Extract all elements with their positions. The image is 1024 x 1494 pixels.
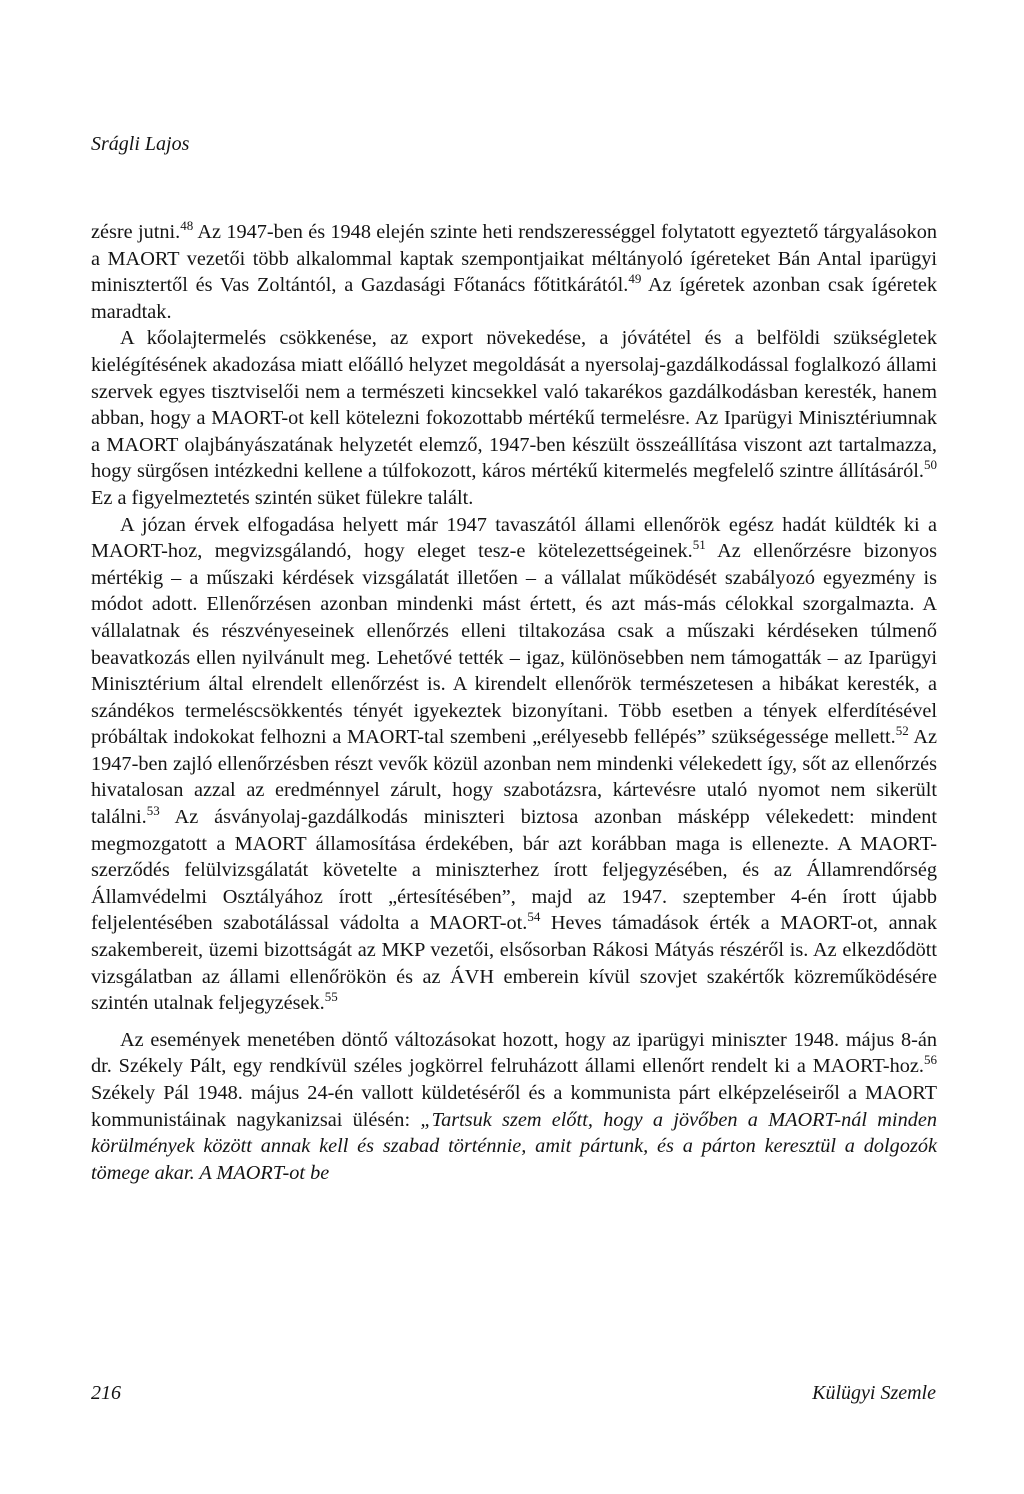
footnote-ref-54[interactable]: 54 <box>527 909 541 925</box>
paragraph-2-text-2: Ez a figyelmeztetés szintén süket fülekre talált. <box>91 486 474 509</box>
footnote-ref-50[interactable]: 50 <box>924 457 937 473</box>
footnote-ref-51[interactable]: 51 <box>692 537 706 553</box>
running-head-author: Srágli Lajos <box>91 133 190 155</box>
journal-title: Külügyi Szemle <box>812 1382 936 1404</box>
paragraph-3-text-3: Az 1947-ben zajló ellenőrzésben részt vevők közül azonban nem mindenki vélekedett így, sőt az ellenőrzés hivatalosan azzal az eredménnyel zárult, hogy szabotázsra, kártevésre utaló nyomot nem sikerült találni. <box>91 726 937 829</box>
body-text <box>91 219 937 1186</box>
paragraph-1-text-3: Az ígéretek azonban csak ígéretek maradtak. <box>91 274 937 323</box>
paragraph-4-text-1: Az események menetében döntő változásokat hozott, hogy az iparügyi miniszter 1948. május 8-án dr. Székely Pált, egy rendkívül széles jogkörrel felruházott állami ellenőrt rendelt ki a MAORT-hoz. <box>91 1028 937 1078</box>
paragraph-1-text-1: zésre jutni. <box>91 221 181 243</box>
quotation: „Tartsuk szem előtt, hogy a jövőben a MAORT-nál minden körülmények között annak kell és szabad történnie, amit pártunk, és a párton keresztül a dolgozók tömege akar. A MAORT-ot be <box>91 1108 937 1184</box>
footnote-ref-52[interactable]: 52 <box>895 723 909 739</box>
paragraph-2 <box>91 325 937 511</box>
footnote-ref-53[interactable]: 53 <box>146 803 160 819</box>
paragraph-1 <box>91 219 937 325</box>
paragraph-1-text-2: Az 1947-ben és 1948 elején szinte heti rendszerességgel folytatott egyeztető tárgyalásokon a MAORT vezetői több alkalommal kaptak szempontjaikat méltányoló ígéreteket Bán Antal iparügyi minisztertől és Vas Zoltántól, a Gazdasági Főtanács főtitkárától. <box>91 221 937 297</box>
paragraph-3-text-4: Az ásványolaj-gazdálkodás miniszteri biztosa azonban másképp vélekedett: mindent megmozgatott a MAORT államosítása érdekében, bár azt korábban maga is ellenezte. A MAORT-szerződés felülvizsgálatát követelte a miniszterhez írott feljegyzésében, és az Államrendőrség Államvédelmi Osztályához írott „értesítésében”, majd az 1947. szeptember 4-én írott újabb feljelentésében szabotálással vádolta a MAORT-ot. <box>91 806 937 935</box>
paragraph-3-text-1: A józan érvek elfogadása helyett már 1947 tavaszától állami ellenőrök egész hadát küldték ki a MAORT-hoz, megvizsgálandó, hogy eleget tesz-e kötelezettségeinek. <box>91 513 937 563</box>
paragraph-4-text-2: Székely Pál 1948. május 24-én vallott küldetéséről és a kommunista párt elképzeléseiről a MAORT kommunistáinak nagykanizsai ülésén: <box>91 1082 937 1131</box>
footnote-ref-49[interactable]: 49 <box>628 271 642 287</box>
footnote-ref-55[interactable]: 55 <box>324 989 338 1005</box>
page-number: 216 <box>91 1382 121 1404</box>
paragraph-2-text-1: A kőolajtermelés csökkenése, az export növekedése, a jóvátétel és a belföldi szükségletek kielégítésének akadozása miatt előálló helyzet megoldását a nyersolaj-gazdálkodással foglalkozó állami szervek egyes tisztviselői nem a természeti kincsekkel való takarékos gazdálkodásban keresték, hanem abban, hogy a MAORT-ot kell kötelezni fokozottabb mértékű termelésre. Az Iparügyi Minisztériumnak a MAORT olajbányászatának helyzetét elemző, 1947-ben készült összeállítása viszont azt tartalmazza, hogy sürgősen intézkedni kellene a túlfokozott, káros mértékű kitermelés megfelelő szintre állításáról. <box>91 327 937 483</box>
paragraph-4 <box>91 1027 937 1187</box>
footnote-ref-56[interactable]: 56 <box>924 1052 937 1068</box>
paragraph-3 <box>91 512 937 1017</box>
paragraph-3-text-5: Heves támadások érték a MAORT-ot, annak szakembereit, üzemi bizottságát az MKP vezetői, elsősorban Rákosi Mátyás részéről is. Az elkezdődött vizsgálatban az állami ellenőrökön és az ÁVH emberein kívül szovjet szakértők közreműködésére szintén utalnak feljegyzések. <box>91 912 937 1015</box>
paragraph-3-text-2: Az ellenőrzésre bizonyos mértékig – a műszaki kérdések vizsgálatát illetően – a vállalat működését szabályozó egyezmény is módot adott. Ellenőrzésen azonban mindenki mást értett, és azt más-más célokkal szorgalmazta. A vállalatnak és részvényeseinek ellenőrzés elleni tiltakozása csak a műszaki kérdéseken túlmenő beavatkozás ellen nyilvánult meg. Lehetővé tették – igaz, különösebben nem támogatták – az Iparügyi Minisztérium által elrendelt ellenőrzést is. A kirendelt ellenőrök természetesen a hibákat keresték, a szándékos termeléscsökkentés tényét igyekeztek bizonyítani. Több esetben a tények elferdítésével próbáltak indokokat felhozni a MAORT-tal szembeni „erélyesebb fellépés” szükségessége mellett. <box>91 540 937 749</box>
footnote-ref-48[interactable]: 48 <box>180 218 194 233</box>
